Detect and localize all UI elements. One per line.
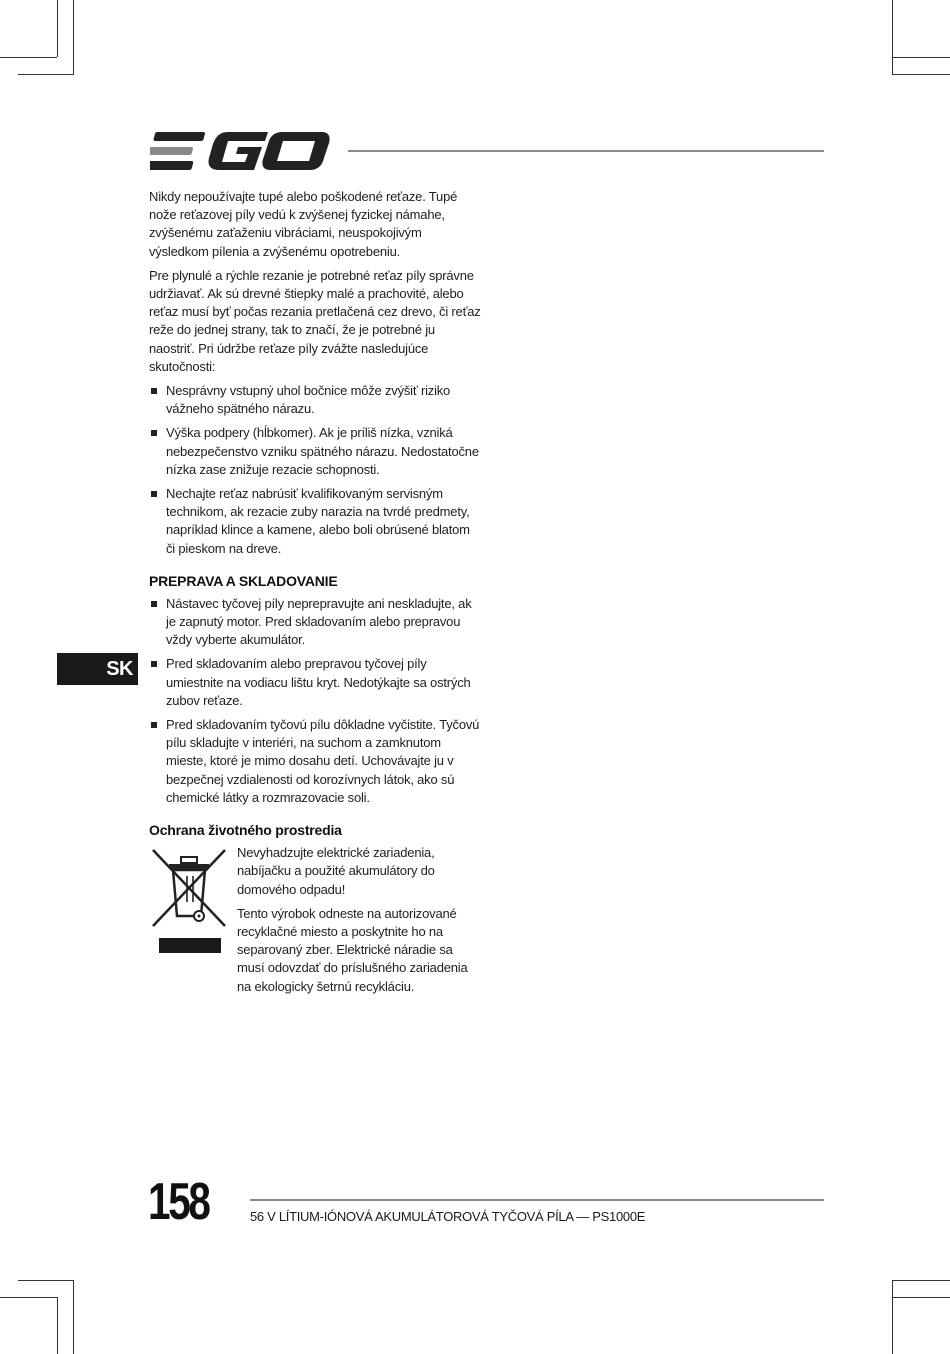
paragraph: Pre plynulé a rýchle rezanie je potrebné reťaz píly správne udržiavať. Ak sú drevné štiepky malé a prachovité, alebo reťaz musí byť počas rezania pretlačená cez drevo, či reťaz reže do jednej strany, tak to značí, že je potrebné ju naostriť. Pri údržbe reťaze píly zvážte nasledujúce skutočnosti: bbox=[149, 267, 481, 374]
crop-mark bbox=[0, 57, 57, 58]
crop-mark bbox=[57, 1297, 58, 1354]
footer-rule bbox=[250, 1199, 824, 1201]
crop-mark bbox=[18, 74, 74, 75]
crop-mark bbox=[892, 1280, 893, 1354]
environment-block bbox=[149, 844, 481, 1002]
crop-mark bbox=[18, 1280, 74, 1281]
crop-mark bbox=[57, 0, 58, 57]
main-column bbox=[149, 188, 481, 1002]
paragraph: Nevyhadzujte elektrické zariadenia, nabíjačku a použité akumulátory do domového odpadu! bbox=[237, 845, 435, 897]
weee-crossed-bin-icon bbox=[149, 844, 237, 956]
list-item: Nechajte reťaz nabrúsiť kvalifikovaným servisným technikom, ak rezacie zuby narazia na tvrdé predmety, napríklad klince a kamene, alebo boli obrúsené blatom či pieskom na dreve. bbox=[149, 485, 481, 558]
header-rule bbox=[348, 150, 824, 152]
footer-title: 56 V LÍTIUM-IÓNOVÁ AKUMULÁTOROVÁ TYČOVÁ PÍLA — PS1000E bbox=[250, 1209, 646, 1224]
bullet-square-icon bbox=[151, 601, 157, 607]
list-item: Pred skladovaním tyčovú pílu dôkladne vyčistite. Tyčovú pílu skladujte v interiéri, na suchom a zamknutom mieste, ktoré je mimo dosahu detí. Uchovávajte ju v bezpečnej vzdialenosti od korozívnych látok, ako sú chemické látky a rozmrazovacie soli. bbox=[149, 716, 481, 807]
list-item: Nesprávny vstupný uhol bočnice môže zvýšiť riziko vážneho spätného nárazu. bbox=[149, 382, 481, 418]
bullet-square-icon bbox=[151, 388, 157, 394]
crop-mark bbox=[73, 1280, 74, 1354]
crop-mark bbox=[0, 1297, 57, 1298]
list-item: Pred skladovaním alebo prepravou tyčovej píly umiestnite na vodiacu lištu kryt. Nedotýkajte sa ostrých zubov reťaze. bbox=[149, 655, 481, 710]
bullet-square-icon bbox=[151, 491, 157, 497]
transport-list bbox=[149, 595, 481, 807]
maintenance-list bbox=[149, 382, 481, 558]
crop-mark bbox=[892, 1280, 950, 1281]
section-heading-environment: Ochrana životného prostredia bbox=[149, 822, 342, 839]
page-number: 158 bbox=[148, 1173, 209, 1231]
language-tab: SK bbox=[57, 653, 138, 685]
paragraph: Nikdy nepoužívajte tupé alebo poškodené reťaze. Tupé nože reťazovej píly vedú k zvýšenej fyzickej námahe, zvýšenému zaťaženiu vibráciami, neuspokojivým výsledkom pílenia a zvýšenému opotrebeniu. bbox=[149, 189, 458, 259]
crop-mark bbox=[892, 74, 950, 75]
crop-mark bbox=[892, 1297, 950, 1298]
crop-mark bbox=[892, 57, 950, 58]
bullet-square-icon bbox=[151, 661, 157, 667]
paragraph: Tento výrobok odneste na autorizované recyklačné miesto a poskytnite ho na separovaný zber. Elektrické náradie sa musí odovzdať do príslušného zariadenia na ekologicky šetrnú recykláciu. bbox=[237, 905, 468, 994]
ego-logo bbox=[150, 130, 330, 172]
crop-mark bbox=[892, 0, 893, 74]
bullet-square-icon bbox=[151, 722, 157, 728]
crop-mark bbox=[73, 0, 74, 74]
list-item: Výška podpery (hĺbkomer). Ak je príliš nízka, vzniká nebezpečenstvo vzniku spätného nárazu. Nedostatočne nízka zase znižuje rezacie schopnosti. bbox=[149, 424, 481, 479]
section-heading-transport: PREPRAVA A SKLADOVANIE bbox=[149, 572, 338, 589]
bullet-square-icon bbox=[151, 430, 157, 436]
list-item: Nástavec tyčovej píly neprepravujte ani neskladujte, ak je zapnutý motor. Pred skladovaním alebo prepravou vždy vyberte akumulátor. bbox=[149, 595, 481, 650]
environment-text bbox=[237, 844, 481, 1002]
